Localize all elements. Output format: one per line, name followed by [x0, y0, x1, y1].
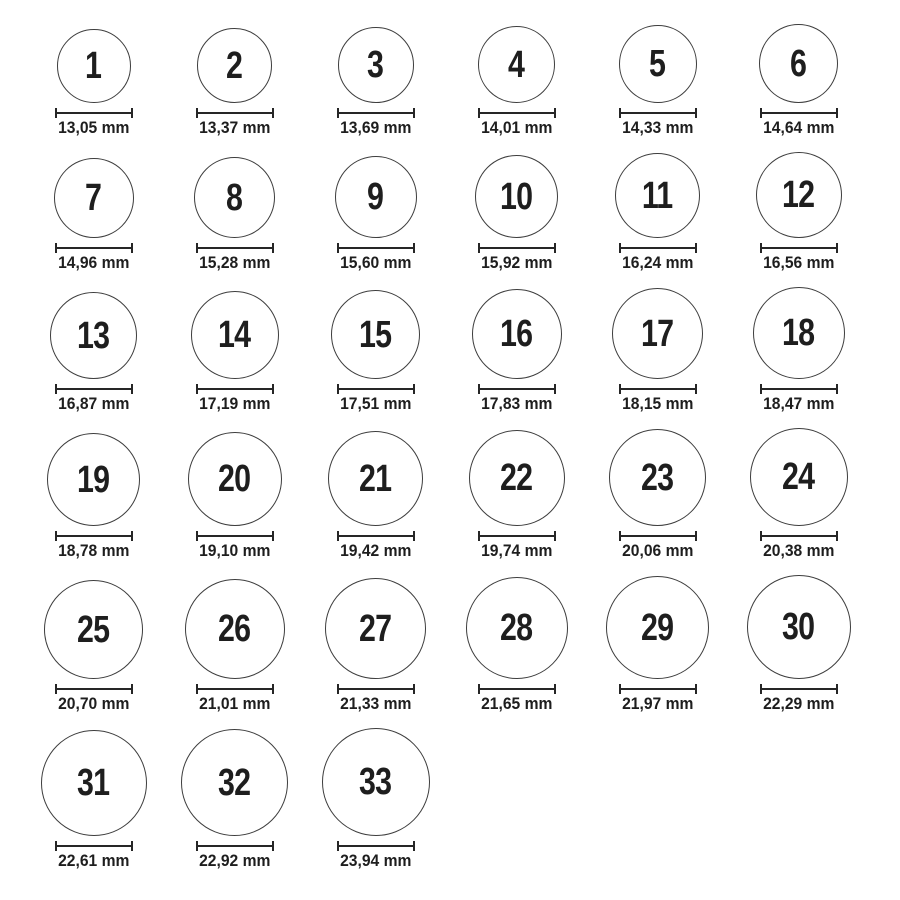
ring-cell	[185, 579, 285, 712]
diameter-ruler-line	[57, 845, 131, 847]
ring-size-number: 32	[218, 761, 251, 804]
ring-size-number: 6	[790, 42, 807, 85]
diameter-ruler-line	[57, 535, 131, 537]
ring-size-number: 23	[641, 456, 674, 499]
ring-size-number: 20	[218, 458, 251, 500]
diameter-ruler-line	[198, 845, 272, 847]
diameter-ruler-line	[198, 688, 272, 690]
ring-cell	[466, 577, 568, 712]
ring-circle	[750, 428, 848, 526]
diameter-ruler-line	[621, 688, 695, 690]
ring-circle	[472, 289, 562, 379]
ring-size-number: 26	[218, 608, 251, 650]
diameter-ruler-line	[339, 845, 413, 847]
ring-cell	[478, 26, 556, 136]
diameter-label: 16,87 mm	[57, 394, 130, 413]
diameter-label: 18,15 mm	[621, 394, 694, 413]
diameter-ruler-line	[339, 247, 413, 249]
ring-circle	[194, 157, 275, 238]
diameter-ruler-line	[480, 112, 554, 114]
diameter-ruler	[55, 684, 133, 694]
diameter-ruler-line	[621, 535, 695, 537]
diameter-ruler-line	[198, 535, 272, 537]
diameter-ruler	[337, 531, 415, 541]
ring-circle	[747, 575, 851, 679]
ring-circle	[44, 580, 143, 679]
ring-cell	[615, 153, 700, 271]
diameter-label: 13,05 mm	[57, 118, 130, 137]
diameter-ruler-line	[480, 535, 554, 537]
ring-circle	[47, 433, 140, 526]
ring-size-number: 14	[218, 314, 251, 356]
diameter-ruler	[55, 384, 133, 394]
diameter-ruler	[337, 243, 415, 253]
diameter-ruler	[478, 531, 556, 541]
ring-size-number: 19	[77, 458, 110, 501]
ring-circle	[475, 155, 558, 238]
diameter-ruler	[478, 108, 556, 118]
ring-cell	[322, 728, 430, 869]
diameter-ruler-line	[762, 112, 836, 114]
ring-size-number: 9	[367, 176, 384, 218]
diameter-ruler	[478, 384, 556, 394]
diameter-ruler	[196, 531, 274, 541]
diameter-ruler	[196, 684, 274, 694]
ring-size-number: 11	[642, 174, 673, 217]
diameter-ruler	[619, 243, 697, 253]
ring-cell	[328, 431, 423, 559]
diameter-label: 21,33 mm	[339, 694, 412, 713]
diameter-ruler	[196, 384, 274, 394]
diameter-ruler-line	[198, 112, 272, 114]
ring-size-number: 24	[782, 456, 815, 498]
diameter-label: 14,96 mm	[57, 253, 130, 272]
ring-cell	[756, 152, 842, 271]
ring-cell	[44, 580, 143, 712]
diameter-label: 20,70 mm	[57, 694, 130, 713]
ring-size-number: 12	[782, 174, 815, 216]
diameter-ruler	[55, 841, 133, 851]
diameter-ruler-line	[480, 688, 554, 690]
diameter-ruler-line	[480, 388, 554, 390]
ring-size-number: 2	[226, 44, 243, 87]
ring-circle	[197, 28, 272, 103]
ring-cell	[55, 29, 133, 136]
ring-size-number: 31	[77, 762, 110, 804]
diameter-label: 13,69 mm	[339, 118, 412, 137]
diameter-ruler	[619, 531, 697, 541]
diameter-label: 16,24 mm	[621, 253, 694, 272]
ring-circle	[54, 158, 134, 238]
diameter-ruler	[337, 384, 415, 394]
ring-cell	[472, 289, 562, 412]
diameter-ruler	[337, 684, 415, 694]
diameter-label: 22,92 mm	[198, 851, 271, 870]
diameter-ruler	[760, 108, 838, 118]
ring-size-number: 21	[359, 457, 392, 500]
diameter-label: 18,78 mm	[57, 541, 130, 560]
ring-circle	[753, 287, 845, 379]
ring-cell	[747, 575, 851, 712]
ring-size-number: 4	[508, 43, 525, 86]
ring-cell	[759, 24, 838, 136]
diameter-label: 21,01 mm	[198, 694, 271, 713]
diameter-label: 22,61 mm	[57, 851, 130, 870]
diameter-ruler-line	[57, 388, 131, 390]
diameter-ruler-line	[762, 688, 836, 690]
diameter-ruler-line	[198, 388, 272, 390]
diameter-ruler	[760, 243, 838, 253]
ring-size-number: 27	[359, 607, 392, 650]
diameter-ruler-line	[339, 388, 413, 390]
diameter-ruler-line	[339, 535, 413, 537]
ring-size-number: 16	[500, 313, 533, 355]
ring-cell	[619, 25, 697, 136]
diameter-ruler-line	[480, 247, 554, 249]
ring-size-number: 5	[649, 43, 666, 85]
diameter-label: 19,74 mm	[480, 541, 553, 560]
ring-circle	[615, 153, 700, 238]
ring-cell	[47, 433, 140, 559]
ring-circle	[325, 578, 426, 679]
ring-circle	[41, 730, 147, 836]
diameter-ruler	[337, 841, 415, 851]
diameter-label: 13,37 mm	[198, 118, 271, 137]
diameter-label: 22,29 mm	[762, 694, 835, 713]
ring-circle	[335, 156, 417, 238]
diameter-label: 21,65 mm	[480, 694, 553, 713]
ring-circle	[181, 729, 288, 836]
ring-cell	[188, 432, 282, 559]
ring-circle	[50, 292, 137, 379]
diameter-ruler-line	[621, 388, 695, 390]
diameter-ruler-line	[339, 112, 413, 114]
ring-size-number: 29	[641, 606, 674, 649]
ring-size-number: 30	[782, 606, 815, 648]
ring-size-number: 7	[85, 177, 102, 219]
ring-cell	[606, 576, 709, 712]
ring-circle	[191, 291, 279, 379]
ring-size-number: 13	[77, 314, 110, 357]
ring-circle	[338, 27, 414, 103]
diameter-label: 14,33 mm	[621, 118, 694, 137]
diameter-label: 18,47 mm	[762, 394, 835, 413]
diameter-label: 20,38 mm	[762, 541, 835, 560]
ring-cell	[191, 291, 279, 412]
ring-size-number: 28	[500, 607, 533, 649]
diameter-ruler-line	[57, 247, 131, 249]
ring-cell	[609, 429, 706, 559]
ring-circle	[759, 24, 838, 103]
ring-circle	[188, 432, 282, 526]
ring-circle	[466, 577, 568, 679]
diameter-ruler-line	[762, 388, 836, 390]
ring-circle	[331, 290, 420, 379]
ring-size-number: 25	[77, 608, 110, 651]
ring-circle	[469, 430, 565, 526]
diameter-label: 20,06 mm	[621, 541, 694, 560]
ring-cell	[325, 578, 426, 712]
diameter-label: 14,01 mm	[480, 118, 553, 137]
ring-size-number: 33	[359, 761, 392, 803]
ring-cell	[469, 430, 565, 559]
ring-size-number: 3	[367, 44, 384, 86]
ring-circle	[756, 152, 842, 238]
diameter-ruler	[55, 243, 133, 253]
diameter-ruler-line	[621, 112, 695, 114]
ring-cell	[181, 729, 288, 869]
ring-circle	[609, 429, 706, 526]
diameter-label: 23,94 mm	[339, 851, 412, 870]
diameter-ruler-line	[57, 112, 131, 114]
ring-circle	[478, 26, 555, 103]
diameter-label: 17,51 mm	[339, 394, 412, 413]
ring-cell	[475, 155, 558, 271]
diameter-ruler-line	[762, 535, 836, 537]
diameter-label: 15,92 mm	[480, 253, 553, 272]
diameter-label: 15,28 mm	[198, 253, 271, 272]
diameter-ruler	[760, 684, 838, 694]
diameter-ruler	[619, 684, 697, 694]
ring-circle	[328, 431, 423, 526]
ring-size-number: 22	[500, 457, 533, 499]
diameter-ruler	[337, 108, 415, 118]
ring-cell	[41, 730, 147, 869]
diameter-label: 19,42 mm	[339, 541, 412, 560]
diameter-ruler	[478, 243, 556, 253]
diameter-ruler	[619, 384, 697, 394]
ring-circle	[612, 288, 703, 379]
ring-circle	[57, 29, 131, 103]
ring-size-number: 1	[85, 45, 102, 87]
ring-cell	[194, 157, 275, 271]
diameter-ruler	[196, 108, 274, 118]
ring-circle	[619, 25, 697, 103]
diameter-label: 17,83 mm	[480, 394, 553, 413]
ring-cell	[337, 27, 415, 136]
diameter-label: 16,56 mm	[762, 253, 835, 272]
diameter-ruler-line	[762, 247, 836, 249]
ring-size-number: 15	[359, 313, 392, 356]
diameter-ruler	[196, 841, 274, 851]
diameter-ruler	[55, 108, 133, 118]
diameter-ruler-line	[198, 247, 272, 249]
ring-circle	[322, 728, 430, 836]
diameter-ruler	[55, 531, 133, 541]
diameter-label: 17,19 mm	[198, 394, 271, 413]
ring-circle	[606, 576, 709, 679]
ring-size-number: 18	[782, 312, 815, 354]
ring-cell	[196, 28, 274, 136]
ring-cell	[54, 158, 134, 271]
ring-cell	[750, 428, 848, 559]
diameter-ruler	[760, 531, 838, 541]
ring-cell	[331, 290, 420, 412]
diameter-ruler	[760, 384, 838, 394]
ring-cell	[335, 156, 417, 271]
ring-size-number: 17	[641, 312, 674, 355]
ring-size-number: 8	[226, 176, 243, 219]
diameter-ruler-line	[621, 247, 695, 249]
ring-cell	[50, 292, 137, 412]
diameter-label: 21,97 mm	[621, 694, 694, 713]
diameter-ruler	[478, 684, 556, 694]
ring-cell	[612, 288, 703, 412]
diameter-label: 15,60 mm	[339, 253, 412, 272]
ring-cell	[753, 287, 845, 412]
diameter-ruler	[619, 108, 697, 118]
diameter-label: 19,10 mm	[198, 541, 271, 560]
ring-circle	[185, 579, 285, 679]
ring-size-number: 10	[500, 175, 533, 218]
diameter-ruler-line	[57, 688, 131, 690]
diameter-ruler	[196, 243, 274, 253]
diameter-ruler-line	[339, 688, 413, 690]
diameter-label: 14,64 mm	[762, 118, 835, 137]
